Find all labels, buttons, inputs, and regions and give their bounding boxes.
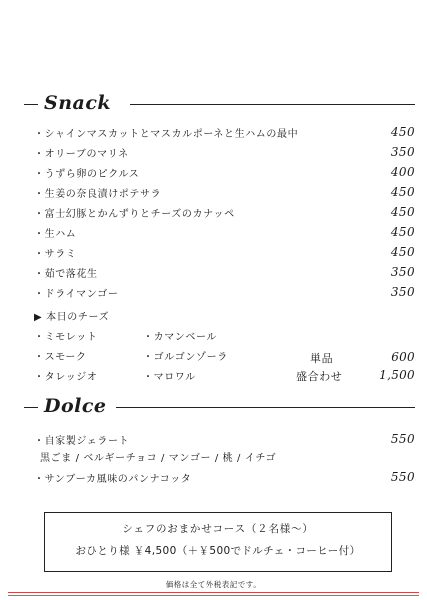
item-name: ・うずら卵のピクルス	[34, 169, 140, 180]
header-rule	[130, 104, 415, 105]
item-name: ・ドライマンゴー	[34, 289, 119, 300]
item-name: ・サンブーカ風味のパンナコッタ	[34, 474, 192, 485]
header-rule	[116, 407, 415, 408]
item-price: 450	[390, 125, 415, 139]
item-name: ・シャインマスカットとマスカルポーネと生ハムの最中	[34, 129, 299, 140]
menu-item	[0, 225, 427, 245]
item-price: 350	[390, 145, 415, 159]
item-price: 350	[390, 265, 415, 279]
item-price: 450	[390, 225, 415, 239]
tax-note: 価格は全て外税表記です。	[165, 580, 262, 589]
item-name: ・オリーブのマリネ	[34, 149, 129, 160]
menu-item	[0, 185, 427, 205]
menu-item	[0, 285, 427, 305]
item-price: 350	[390, 285, 415, 299]
header-dash	[24, 104, 38, 105]
menu-item	[0, 245, 427, 265]
course-price: おひとり様 ￥4,500（＋￥500でドルチェ・コーヒー付）	[75, 545, 361, 557]
menu-item	[0, 205, 427, 225]
menu-item	[0, 265, 427, 285]
dolce-title: Dolce	[44, 395, 107, 417]
item-name: ・生姜の奈良漬けポテサラ	[34, 189, 162, 200]
item-price: 400	[390, 165, 415, 179]
cheese-platter-price: 1,500	[379, 368, 415, 382]
gelato-flavors: 黒ごま / ベルギーチョコ / マンゴー / 桃 / イチゴ	[40, 453, 277, 464]
cheese-item: ・ミモレット	[34, 332, 98, 343]
cheese-heading: ▶ 本日のチーズ	[34, 312, 110, 323]
cheese-item: ・タレッジオ	[34, 372, 98, 383]
bottom-rule-red	[8, 592, 419, 593]
cheese-single-label: 単品	[310, 352, 334, 365]
snack-title: Snack	[44, 92, 112, 114]
snack-header	[0, 92, 427, 122]
cheese-platter-label: 盛合わせ	[296, 370, 343, 383]
chef-course-box	[44, 512, 392, 572]
bottom-rule-green	[8, 595, 419, 596]
item-price: 550	[390, 432, 415, 446]
cheese-item: ・マロワル	[143, 372, 196, 383]
menu-item	[0, 165, 427, 185]
item-price: 450	[390, 245, 415, 259]
item-name: ・自家製ジェラート	[34, 436, 130, 447]
item-price: 450	[390, 185, 415, 199]
item-name: ・生ハム	[34, 229, 77, 240]
cheese-item: ・カマンベール	[143, 332, 217, 343]
menu-item	[0, 125, 427, 145]
dolce-header	[0, 395, 427, 425]
cheese-item: ・ゴルゴンゾーラ	[143, 352, 228, 363]
menu-item	[0, 470, 427, 490]
cheese-single-price: 600	[391, 350, 415, 364]
item-name: ・茹で落花生	[34, 269, 98, 280]
course-title: シェフのおまかせコース（２名様〜）	[122, 523, 314, 535]
item-name: ・サラミ	[34, 249, 77, 260]
item-price: 550	[390, 470, 415, 484]
cheese-item: ・スモーク	[34, 352, 87, 363]
menu-item	[0, 145, 427, 165]
item-price: 450	[390, 205, 415, 219]
header-dash	[24, 407, 38, 408]
item-name: ・富士幻豚とかんずりとチーズのカナッペ	[34, 209, 235, 220]
